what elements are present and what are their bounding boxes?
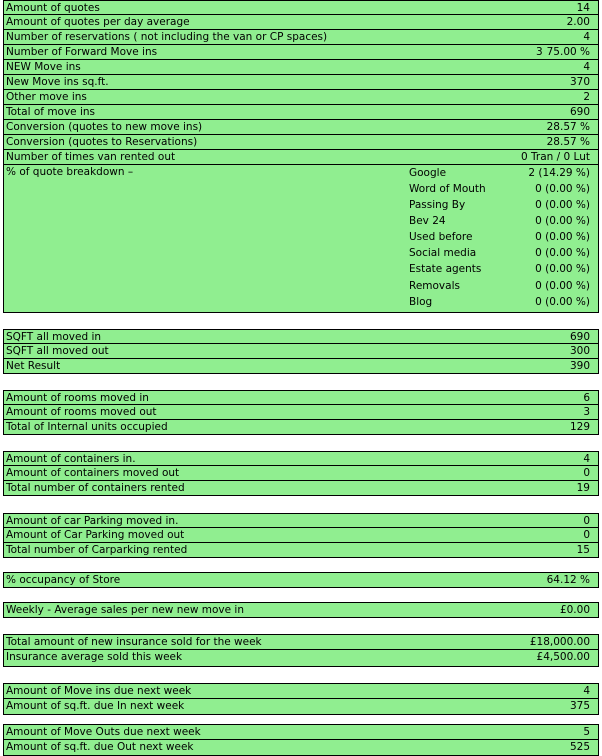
report-row (3, 405, 599, 420)
source-value: 0 (0.00 %) (535, 215, 590, 227)
report-row (3, 105, 599, 120)
row-label: SQFT all moved out (6, 345, 109, 357)
report-row (3, 135, 599, 150)
report-row (3, 60, 599, 75)
source-name: Word of Mouth (409, 183, 486, 195)
row-value: 15 (576, 544, 590, 556)
row-value: 28.57 % (546, 136, 590, 148)
source-name: Estate agents (409, 263, 482, 275)
row-label: NEW Move ins (6, 61, 81, 73)
row-value: 690 (569, 106, 590, 118)
source-name: Bev 24 (409, 215, 446, 227)
row-label: Amount of Move ins due next week (6, 685, 192, 697)
row-value: 14 (576, 2, 590, 14)
row-label: Amount of quotes (6, 2, 100, 14)
row-value: 64.12 % (546, 574, 590, 586)
row-value: 690 (569, 331, 590, 343)
report-row (3, 740, 599, 756)
row-value: 28.57 % (546, 121, 590, 133)
source-value: 0 (0.00 %) (535, 280, 590, 292)
source-value: 0 (0.00 %) (535, 296, 590, 308)
row-label: Net Result (6, 360, 61, 372)
row-label: Conversion (quotes to new move ins) (6, 121, 203, 133)
report-row (3, 45, 599, 60)
report-row (3, 329, 599, 344)
row-value: 2.00 (566, 16, 590, 28)
spacer (3, 496, 599, 513)
spacer (3, 715, 599, 724)
report-row (3, 572, 599, 588)
report-row (3, 724, 599, 740)
row-value: 0 (583, 529, 590, 541)
move-outs-next-week-block (3, 724, 599, 756)
row-label: % occupancy of Store (6, 574, 121, 586)
report-row (3, 390, 599, 405)
row-label: SQFT all moved in (6, 331, 102, 343)
row-label: Amount of quotes per day average (6, 16, 190, 28)
row-value: 2 (583, 91, 590, 103)
row-value: 75.00 % (546, 46, 590, 58)
report-row (3, 451, 599, 466)
row-value: 300 (569, 345, 590, 357)
row-label: Total number of Carparking rented (6, 544, 188, 556)
row-count: 3 (536, 46, 543, 58)
row-label: Number of times van rented out (6, 151, 176, 163)
row-label: Total amount of new insurance sold for the week (6, 636, 262, 648)
row-value: 0 (583, 467, 590, 479)
report-row (3, 481, 599, 496)
spacer (3, 618, 599, 634)
source-name: Passing By (409, 199, 466, 211)
spacer (3, 374, 599, 390)
report-row (3, 466, 599, 481)
report-row (3, 0, 599, 15)
report-row (3, 30, 599, 45)
row-label: Weekly - Average sales per new new move in (6, 604, 245, 616)
quotes-block (3, 0, 599, 313)
row-label: Amount of sq.ft. due Out next week (6, 741, 194, 753)
source-name: Social media (409, 247, 477, 259)
insurance-block (3, 634, 599, 667)
source-value: 0 (0.00 %) (535, 199, 590, 211)
spacer (3, 667, 599, 683)
containers-block (3, 451, 599, 496)
report-row (3, 683, 599, 699)
spacer (3, 313, 599, 329)
row-label: Conversion (quotes to Reservations) (6, 136, 198, 148)
source-name: Used before (409, 231, 473, 243)
rooms-block (3, 390, 599, 435)
report-row (3, 650, 599, 667)
row-value: 6 (583, 392, 590, 404)
quote-breakdown-cell (3, 165, 599, 313)
row-value: 390 (569, 360, 590, 372)
row-label: Amount of rooms moved out (6, 406, 157, 418)
weekly-sales-block (3, 602, 599, 618)
occupancy-block (3, 572, 599, 588)
source-name: Removals (409, 280, 460, 292)
report-row (3, 699, 599, 715)
breakdown-label: % of quote breakdown – (6, 166, 134, 178)
row-value: £18,000.00 (529, 636, 590, 648)
source-name: Google (409, 167, 447, 179)
source-value: 2 (14.29 %) (528, 167, 590, 179)
row-value: 4 (583, 61, 590, 73)
row-label: Total of Internal units occupied (6, 421, 168, 433)
spacer (3, 435, 599, 451)
row-value: 5 (583, 726, 590, 738)
row-value: 4 (583, 31, 590, 43)
report-row (3, 513, 599, 528)
source-value: 0 (0.00 %) (535, 263, 590, 275)
row-value: 375 (569, 700, 590, 712)
report-row (3, 90, 599, 105)
weekly-report-table (3, 0, 599, 756)
row-value: 525 (569, 741, 590, 753)
row-label: Number of reservations ( not including the van or CP spaces) (6, 31, 328, 43)
report-row (3, 602, 599, 618)
row-label: Amount of containers moved out (6, 467, 180, 479)
report-row (3, 75, 599, 90)
row-value: 3 (583, 406, 590, 418)
parking-block (3, 513, 599, 558)
row-label: Other move ins (6, 91, 87, 103)
row-value: 4 (583, 685, 590, 697)
row-value: 0 Tran / 0 Lut (521, 151, 590, 163)
source-value: 0 (0.00 %) (535, 247, 590, 259)
row-label: Amount of rooms moved in (6, 392, 149, 404)
report-row (3, 15, 599, 30)
row-label: Total number of containers rented (6, 482, 185, 494)
report-row (3, 634, 599, 650)
row-value: 129 (569, 421, 590, 433)
row-value: £4,500.00 (536, 651, 590, 663)
row-value: 4 (583, 453, 590, 465)
report-row (3, 528, 599, 543)
row-value: 370 (569, 76, 590, 88)
row-label: Number of Forward Move ins (6, 46, 158, 58)
row-label: Amount of sq.ft. due In next week (6, 700, 185, 712)
report-row (3, 543, 599, 558)
report-row (3, 150, 599, 165)
row-value: 19 (576, 482, 590, 494)
move-ins-next-week-block (3, 683, 599, 715)
row-label: Amount of car Parking moved in. (6, 515, 179, 527)
source-name: Blog (409, 296, 433, 308)
report-row (3, 420, 599, 435)
spacer (3, 588, 599, 602)
row-label: Insurance average sold this week (6, 651, 183, 663)
report-row (3, 344, 599, 359)
source-value: 0 (0.00 %) (535, 183, 590, 195)
row-label: Amount of Move Outs due next week (6, 726, 201, 738)
report-row (3, 120, 599, 135)
row-label: New Move ins sq.ft. (6, 76, 109, 88)
row-label: Amount of containers in. (6, 453, 136, 465)
sqft-block (3, 329, 599, 374)
row-label: Amount of Car Parking moved out (6, 529, 185, 541)
row-label: Total of move ins (6, 106, 96, 118)
spacer (3, 558, 599, 572)
source-value: 0 (0.00 %) (535, 231, 590, 243)
report-row (3, 359, 599, 374)
row-value: £0.00 (559, 604, 590, 616)
row-value: 0 (583, 515, 590, 527)
